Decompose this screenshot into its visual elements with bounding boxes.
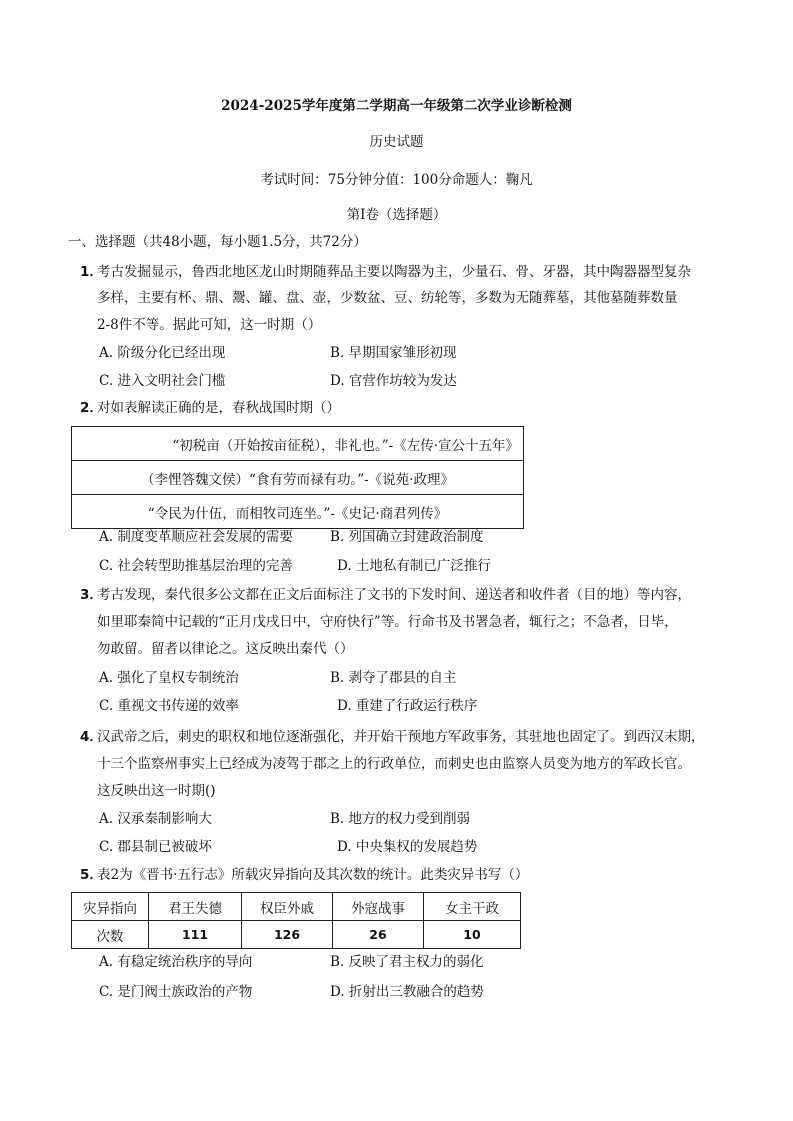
question-3-line: 勿敢留。留者以律论之。这反映出秦代（）: [97, 641, 354, 657]
question-1-number: 1．: [80, 264, 103, 280]
question-3-line: 如里耶秦简中记载的“正月戊戌日中，守府快行”等。行命书及书署急者，辄行之；不急者，日毕，: [97, 614, 678, 630]
table-header-cell: 权臣外戚: [242, 893, 333, 921]
question-2-number: 2．: [80, 400, 103, 416]
question-3-option-a: A. 强化了皇权专制统治: [99, 670, 239, 686]
table-value-cell: 26: [333, 921, 424, 949]
question-4-option-d: D. 中央集权的发展趋势: [337, 839, 478, 855]
question-2-option-d: D. 土地私有制已广泛推行: [337, 558, 491, 574]
disaster-table: [71, 892, 521, 949]
question-2-line: 对如表解读正确的是，春秋战国时期（）: [97, 400, 340, 416]
question-2-option-b: B. 列国确立封建政治制度: [330, 529, 484, 545]
quote-table: [71, 426, 524, 529]
question-4-option-c: C. 郡县制已被破坏: [99, 839, 212, 855]
quote-cell: （李悝答魏文侯）“食有劳而禄有功。”-《说苑·政理》: [72, 461, 524, 495]
question-1-option-d: D. 官营作坊较为发达: [330, 373, 457, 389]
quote-cell: “令民为什伍，而相牧司连坐。”-《史记·商君列传》: [72, 495, 524, 529]
question-1-line: 多样，主要有杯、鼎、鬶、罐、盘、壶，少数盆、豆、纺轮等，多数为无随葬墓，其他墓随葬数量: [97, 290, 678, 306]
question-4-option-a: A. 汉承秦制影响大: [99, 811, 212, 827]
question-5-option-b: B. 反映了君主权力的弱化: [330, 954, 484, 970]
question-3-number: 3．: [80, 587, 103, 603]
question-3-option-b: B. 剥夺了郡县的自主: [330, 670, 457, 686]
question-5-number: 5．: [80, 867, 103, 883]
quote-cell: “初税亩（开始按亩征税），非礼也。”-《左传·宣公十五年》: [72, 427, 524, 461]
question-1-option-a: A. 阶级分化已经出现: [99, 345, 226, 361]
question-4-line: 十三个监察州事实上已经成为凌驾于郡之上的行政单位，而刺史也由监察人员变为地方的军政长官。: [97, 756, 691, 772]
question-5-option-a: A. 有稳定统治秩序的导向: [99, 954, 253, 970]
table-header-cell: 女主干政: [424, 893, 521, 921]
table-value-cell: 111: [149, 921, 242, 949]
question-1-option-b: B. 早期国家雏形初现: [330, 345, 457, 361]
question-4-number: 4．: [80, 729, 103, 745]
table-header-cell: 君王失德: [149, 893, 242, 921]
question-2-option-c: C. 社会转型助推基层治理的完善: [99, 558, 293, 574]
question-4-line: 汉武帝之后，刺史的职权和地位逐渐强化，并开始干预地方军政事务，其驻地也固定了。到西汉末期，: [97, 729, 705, 745]
exam-info: 考试时间：75分钟分值：100分命题人：鞠凡: [260, 172, 533, 188]
question-1-line: 2-8件不等。据此可知，这一时期（）: [97, 317, 322, 333]
table-header-cell: 外寇战事: [333, 893, 424, 921]
table-value-cell: 10: [424, 921, 521, 949]
question-1-option-c: C. 进入文明社会门槛: [99, 373, 226, 389]
question-3-option-d: D. 重建了行政运行秩序: [337, 698, 478, 714]
question-3-line: 考古发现，秦代很多公文都在正文后面标注了文书的下发时间、递送者和收件者（目的地）等内容，: [97, 587, 691, 603]
question-5-option-d: D. 折射出三教融合的趋势: [330, 984, 484, 1000]
table-row-label: 次数: [72, 921, 149, 949]
table-value-cell: 126: [242, 921, 333, 949]
question-5-line: 表2为《晋书·五行志》所载灾异指向及其次数的统计。此类灾异书写（）: [97, 867, 529, 883]
question-4-option-b: B. 地方的权力受到削弱: [330, 811, 471, 827]
question-4-line: 这反映出这一时期(): [97, 783, 216, 799]
question-3-option-c: C. 重视文书传递的效率: [99, 698, 239, 714]
section-heading: 一、选择题（共48小题，每小题1.5分，共72分）: [68, 234, 367, 250]
question-2-option-a: A. 制度变革顺应社会发展的需要: [99, 529, 293, 545]
subject-title: 历史试题: [369, 134, 424, 150]
question-5-option-c: C. 是门阀士族政治的产物: [99, 984, 253, 1000]
volume-title: 第Ⅰ卷（选择题）: [346, 207, 447, 223]
question-1-line: 考古发掘显示，鲁西北地区龙山时期随葬品主要以陶器为主，少量石、骨、牙器，其中陶器器型复杂: [97, 264, 691, 280]
exam-title: 2024-2025学年度第二学期高一年级第二次学业诊断检测: [221, 98, 572, 114]
table-header-cell: 灾异指向: [72, 893, 149, 921]
